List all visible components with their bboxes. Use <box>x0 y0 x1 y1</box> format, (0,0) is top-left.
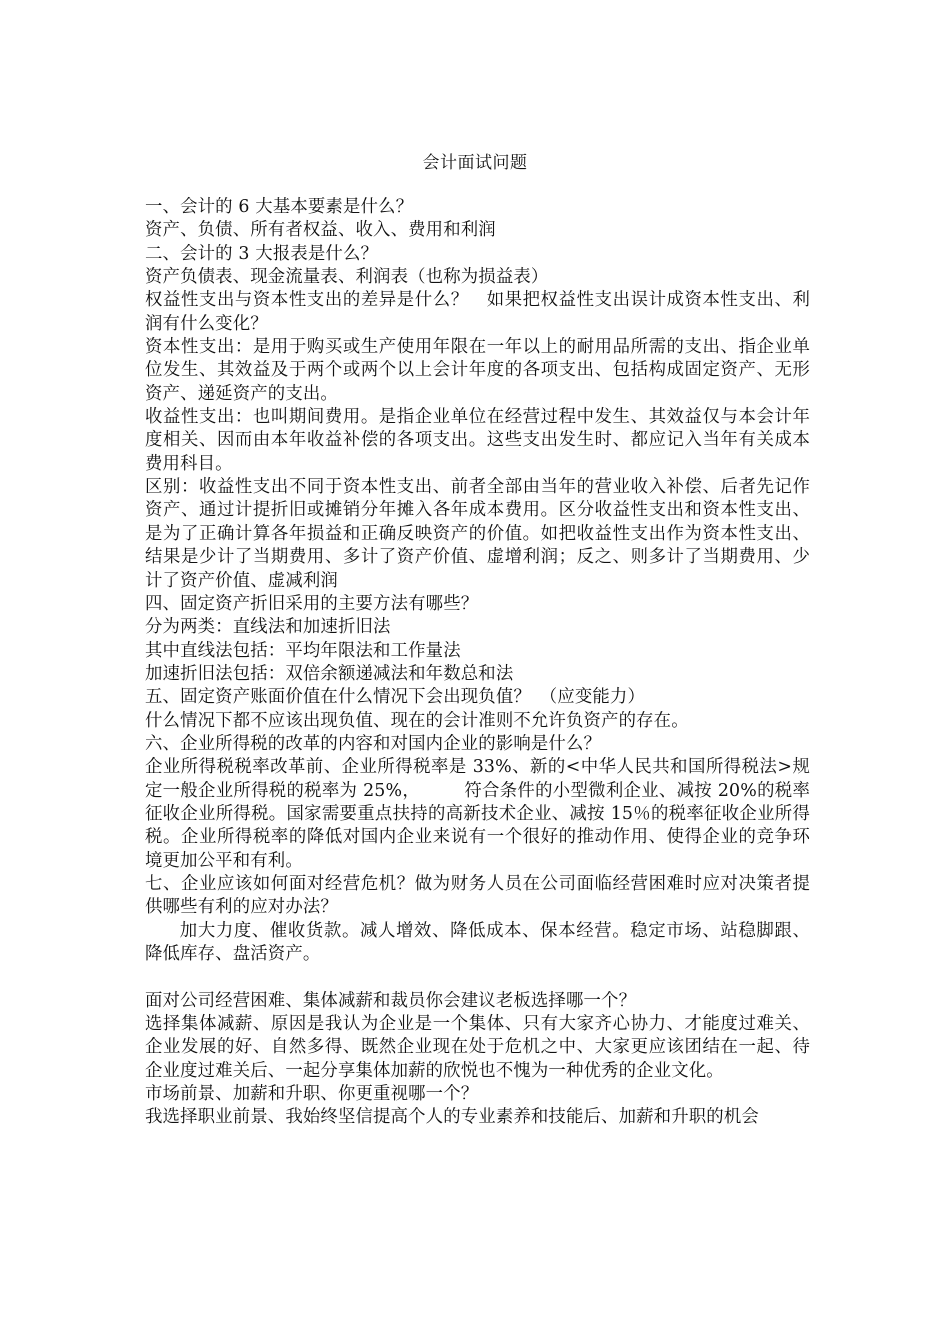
question-8: 面对公司经营困难、集体减薪和裁员你会建议老板选择哪一个？ <box>145 990 637 1011</box>
answer-6: 企业所得税税率改革前、企业所得税率是 33%、新的<中华人民共和国所得税法>规定一般企业所得税的税率为 25%， 符合条件的小型微利企业、减按 20%的税率征收企业所得税。国家需要重点扶持的高新技术企业、减按 15％的税率征收企业所得税。企业所得税率的降低对国内企业来说有一个很好的推动作用、使得企业的竞争环境更加公平和有利。 <box>145 757 810 871</box>
question-9: 市场前景、加薪和升职、你更重视哪一个？ <box>145 1084 479 1105</box>
question-1: 一、会计的 6 大基本要素是什么？ <box>145 197 414 217</box>
answer-4-accelerated: 加速折旧法包括：双倍余额递减法和年数总和法 <box>145 663 514 684</box>
question-7: 七、企业应该如何面对经营危机？做为财务人员在公司面临经营困难时应对决策者提供哪些有利的应对办法？ <box>145 873 810 918</box>
question-5: 五、固定资产账面价值在什么情况下会出现负值？ （应变能力） <box>145 687 645 708</box>
answer-3-capital-expenditure: 资本性支出：是用于购买或生产使用年限在一年以上的耐用品所需的支出、指企业单位发生、其效益及于两个或两个以上会计年度的各项支出、包括构成固定资产、无形资产、递延资产的支出。 <box>145 337 810 404</box>
answer-4-categories: 分为两类：直线法和加速折旧法 <box>145 617 391 638</box>
answer-9: 我选择职业前景、我始终坚信提高个人的专业素养和技能后、加薪和升职的机会 <box>145 1107 759 1128</box>
answer-4-straight-line: 其中直线法包括：平均年限法和工作量法 <box>145 640 461 661</box>
question-4: 四、固定资产折旧采用的主要方法有哪些？ <box>145 593 479 614</box>
document-body <box>145 196 810 1130</box>
answer-3-revenue-expenditure: 收益性支出：也叫期间费用。是指企业单位在经营过程中发生、其效益仅与本会计年度相关、因而由本年收益补偿的各项支出。这些支出发生时、都应记入当年有关成本费用科目。 <box>145 407 810 474</box>
answer-5: 什么情况下都不应该出现负值、现在的会计准则不允许负资产的存在。 <box>145 710 689 731</box>
answer-8: 选择集体减薪、原因是我认为企业是一个集体、只有大家齐心协力、才能度过难关、企业发展的好、自然多得、既然企业现在处于危机之中、大家更应该团结在一起、待企业度过难关后、一起分享集体加薪的欣悦也不愧为一种优秀的企业文化。 <box>145 1014 810 1081</box>
answer-2: 资产负债表、现金流量表、利润表（也称为损益表） <box>145 267 549 288</box>
blank-line <box>145 966 810 989</box>
question-6: 六、企业所得税的改革的内容和对国内企业的影响是什么？ <box>145 733 602 754</box>
question-3: 权益性支出与资本性支出的差异是什么？ 如果把权益性支出误计成资本性支出、利润有什么变化？ <box>145 290 810 334</box>
answer-1: 资产、负债、所有者权益、收入、费用和利润 <box>145 220 496 241</box>
document-title: 会计面试问题 <box>422 153 528 173</box>
question-2: 二、会计的 3 大报表是什么？ <box>145 243 379 264</box>
answer-7: 加大力度、催收货款。减人增效、降低成本、保本经营。稳定市场、站稳脚跟、降低库存、盘活资产。 <box>145 920 810 964</box>
answer-3-difference: 区别：收益性支出不同于资本性支出、前者全部由当年的营业收入补偿、后者先记作资产、通过计提折旧或摊销分年摊入各年成本费用。区分收益性支出和资本性支出、是为了正确计算各年损益和正确反映资产的价值。如把收益性支出作为资本性支出、结果是少计了当期费用、多计了资产价值、虚增利润；反之、则多计了当期费用、少计了资产价值、虚减利润 <box>145 477 810 591</box>
